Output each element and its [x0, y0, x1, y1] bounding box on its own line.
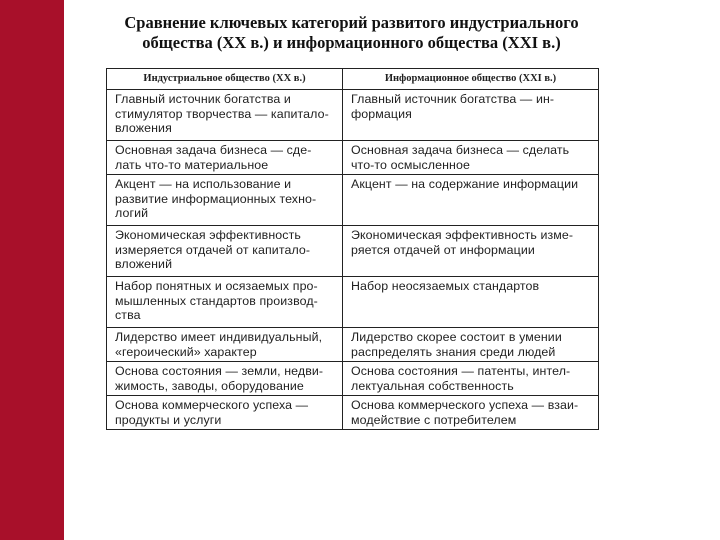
cell-industrial: Главный источник богатства и стимулятор творчества — капитало-вложения: [107, 90, 343, 141]
cell-industrial: Лидерство имеет индивидуальный, «героический» характер: [107, 328, 343, 362]
table-row: [107, 362, 599, 396]
title-line-2: общества (ХХ в.) и информационного общества (XXI в.): [142, 33, 561, 52]
cell-industrial: Набор понятных и осязаемых про-мышленных стандартов производ-ства: [107, 277, 343, 328]
cell-information: Лидерство скорее состоит в умении распределять знания среди людей: [343, 328, 599, 362]
cell-information: Экономическая эффективность изме-ряется отдачей от информации: [343, 226, 599, 277]
cell-industrial: Экономическая эффективность измеряется отдачей от капитало-вложений: [107, 226, 343, 277]
cell-industrial: Основа коммерческого успеха — продукты и услуги: [107, 396, 343, 430]
table-header-row: [107, 69, 599, 90]
cell-information: Акцент — на содержание информации: [343, 175, 599, 226]
cell-industrial: Акцент — на использование и развитие информационных техно-логий: [107, 175, 343, 226]
table-row: [107, 175, 599, 226]
cell-information: Основа коммерческого успеха — взаи-модействие с потребителем: [343, 396, 599, 430]
title-line-1: Сравнение ключевых категорий развитого индустриального: [124, 13, 579, 32]
table-row: [107, 277, 599, 328]
table-row: [107, 226, 599, 277]
document-scan: [103, 5, 600, 453]
header-information: Информационное общество (XXI в.): [343, 69, 599, 90]
cell-information: Основная задача бизнеса — сделать что-то осмысленное: [343, 141, 599, 175]
cell-industrial: Основа состояния — земли, недви-жимость, заводы, оборудование: [107, 362, 343, 396]
table-row: [107, 396, 599, 430]
cell-information: Главный источник богатства — ин-формация: [343, 90, 599, 141]
cell-information: Набор неосязаемых стандартов: [343, 277, 599, 328]
cell-information: Основа состояния — патенты, интел-лектуальная собственность: [343, 362, 599, 396]
cell-industrial: Основная задача бизнеса — сде-лать что-то материальное: [107, 141, 343, 175]
page-title: [103, 13, 600, 61]
table-row: [107, 141, 599, 175]
left-accent-bar: [0, 0, 64, 540]
table-row: [107, 90, 599, 141]
comparison-table: [106, 68, 599, 430]
header-industrial: Индустриальное общество (ХХ в.): [107, 69, 343, 90]
table-row: [107, 328, 599, 362]
